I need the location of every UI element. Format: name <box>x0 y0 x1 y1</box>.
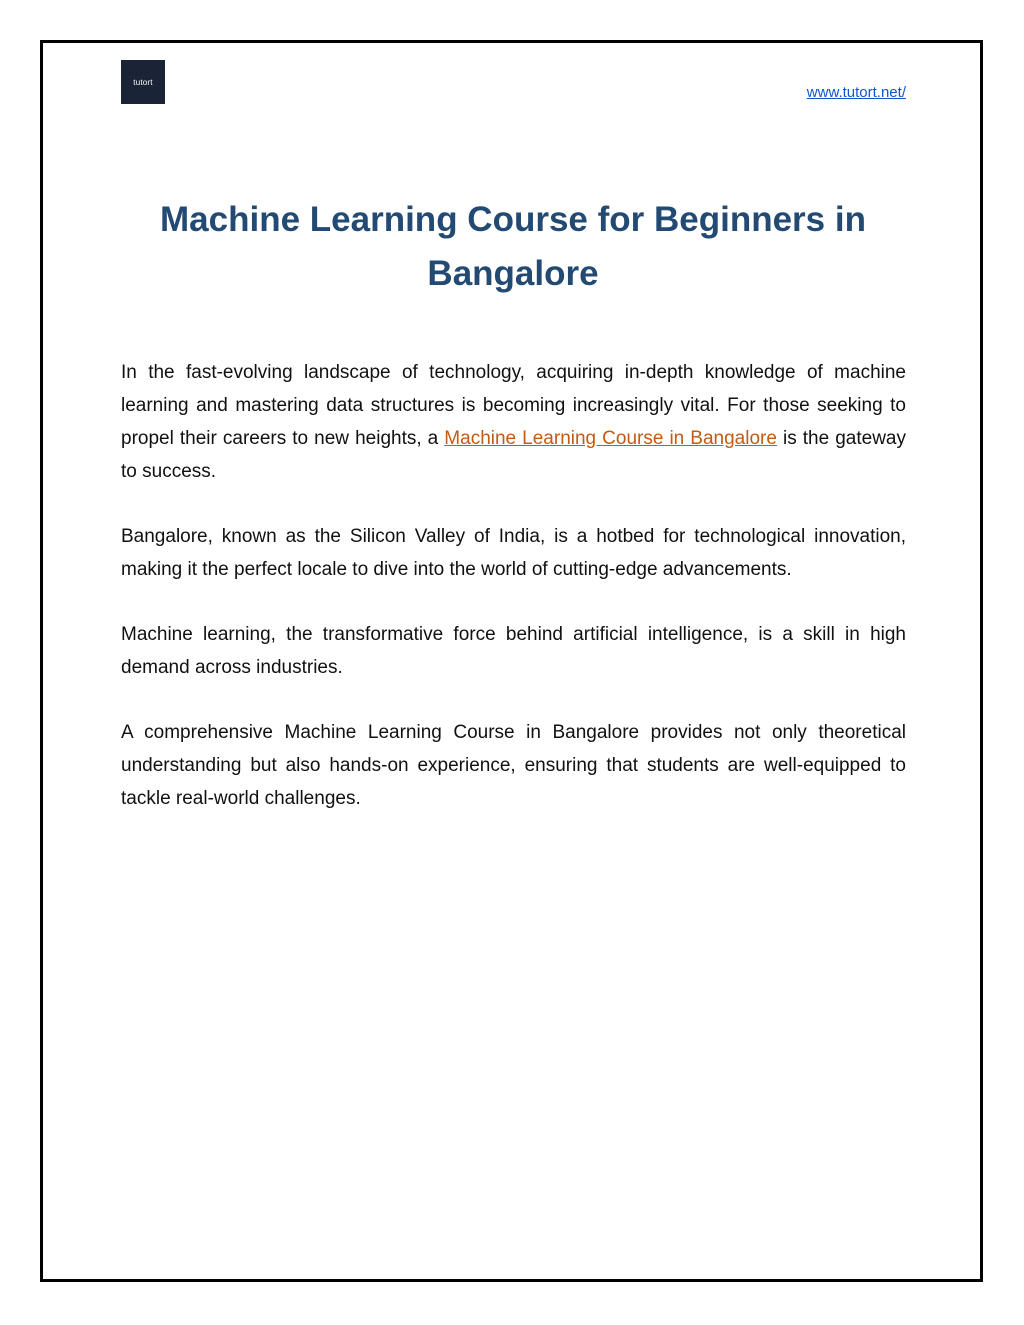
paragraph-intro <box>121 356 906 488</box>
logo-mark-icon: ▲ <box>165 57 170 63</box>
site-url-link[interactable]: www.tutort.net/ <box>806 84 906 101</box>
logo-text: tutort <box>133 77 153 87</box>
paragraph-intro-text-before: In the fast-evolving landscape of technology, acquiring in-depth knowledge of machine learning and mastering data structures is becoming increasingly vital. For those seeking to propel their careers to new heights, a <box>121 362 906 449</box>
tutort-logo-icon[interactable] <box>121 57 170 104</box>
ml-course-bangalore-link[interactable]: Machine Learning Course in Bangalore <box>444 428 777 449</box>
article-body <box>121 356 906 847</box>
page-frame <box>40 40 983 1282</box>
paragraph-course: A comprehensive Machine Learning Course in Bangalore provides not only theoretical understanding but also hands-on experience, ensuring that students are well-equipped to tackle real-world challenges. <box>121 722 906 809</box>
paragraph-bangalore: Bangalore, known as the Silicon Valley of India, is a hotbed for technological innovation, making it the perfect locale to dive into the world of cutting-edge advancements. <box>121 526 906 580</box>
paragraph-intro-text-after: is the gateway to success. <box>121 428 906 482</box>
paragraph-machine-learning: Machine learning, the transformative force behind artificial intelligence, is a skill in high demand across industries. <box>121 624 906 678</box>
page-title: Machine Learning Course for Beginners in Bangalore <box>160 200 866 293</box>
